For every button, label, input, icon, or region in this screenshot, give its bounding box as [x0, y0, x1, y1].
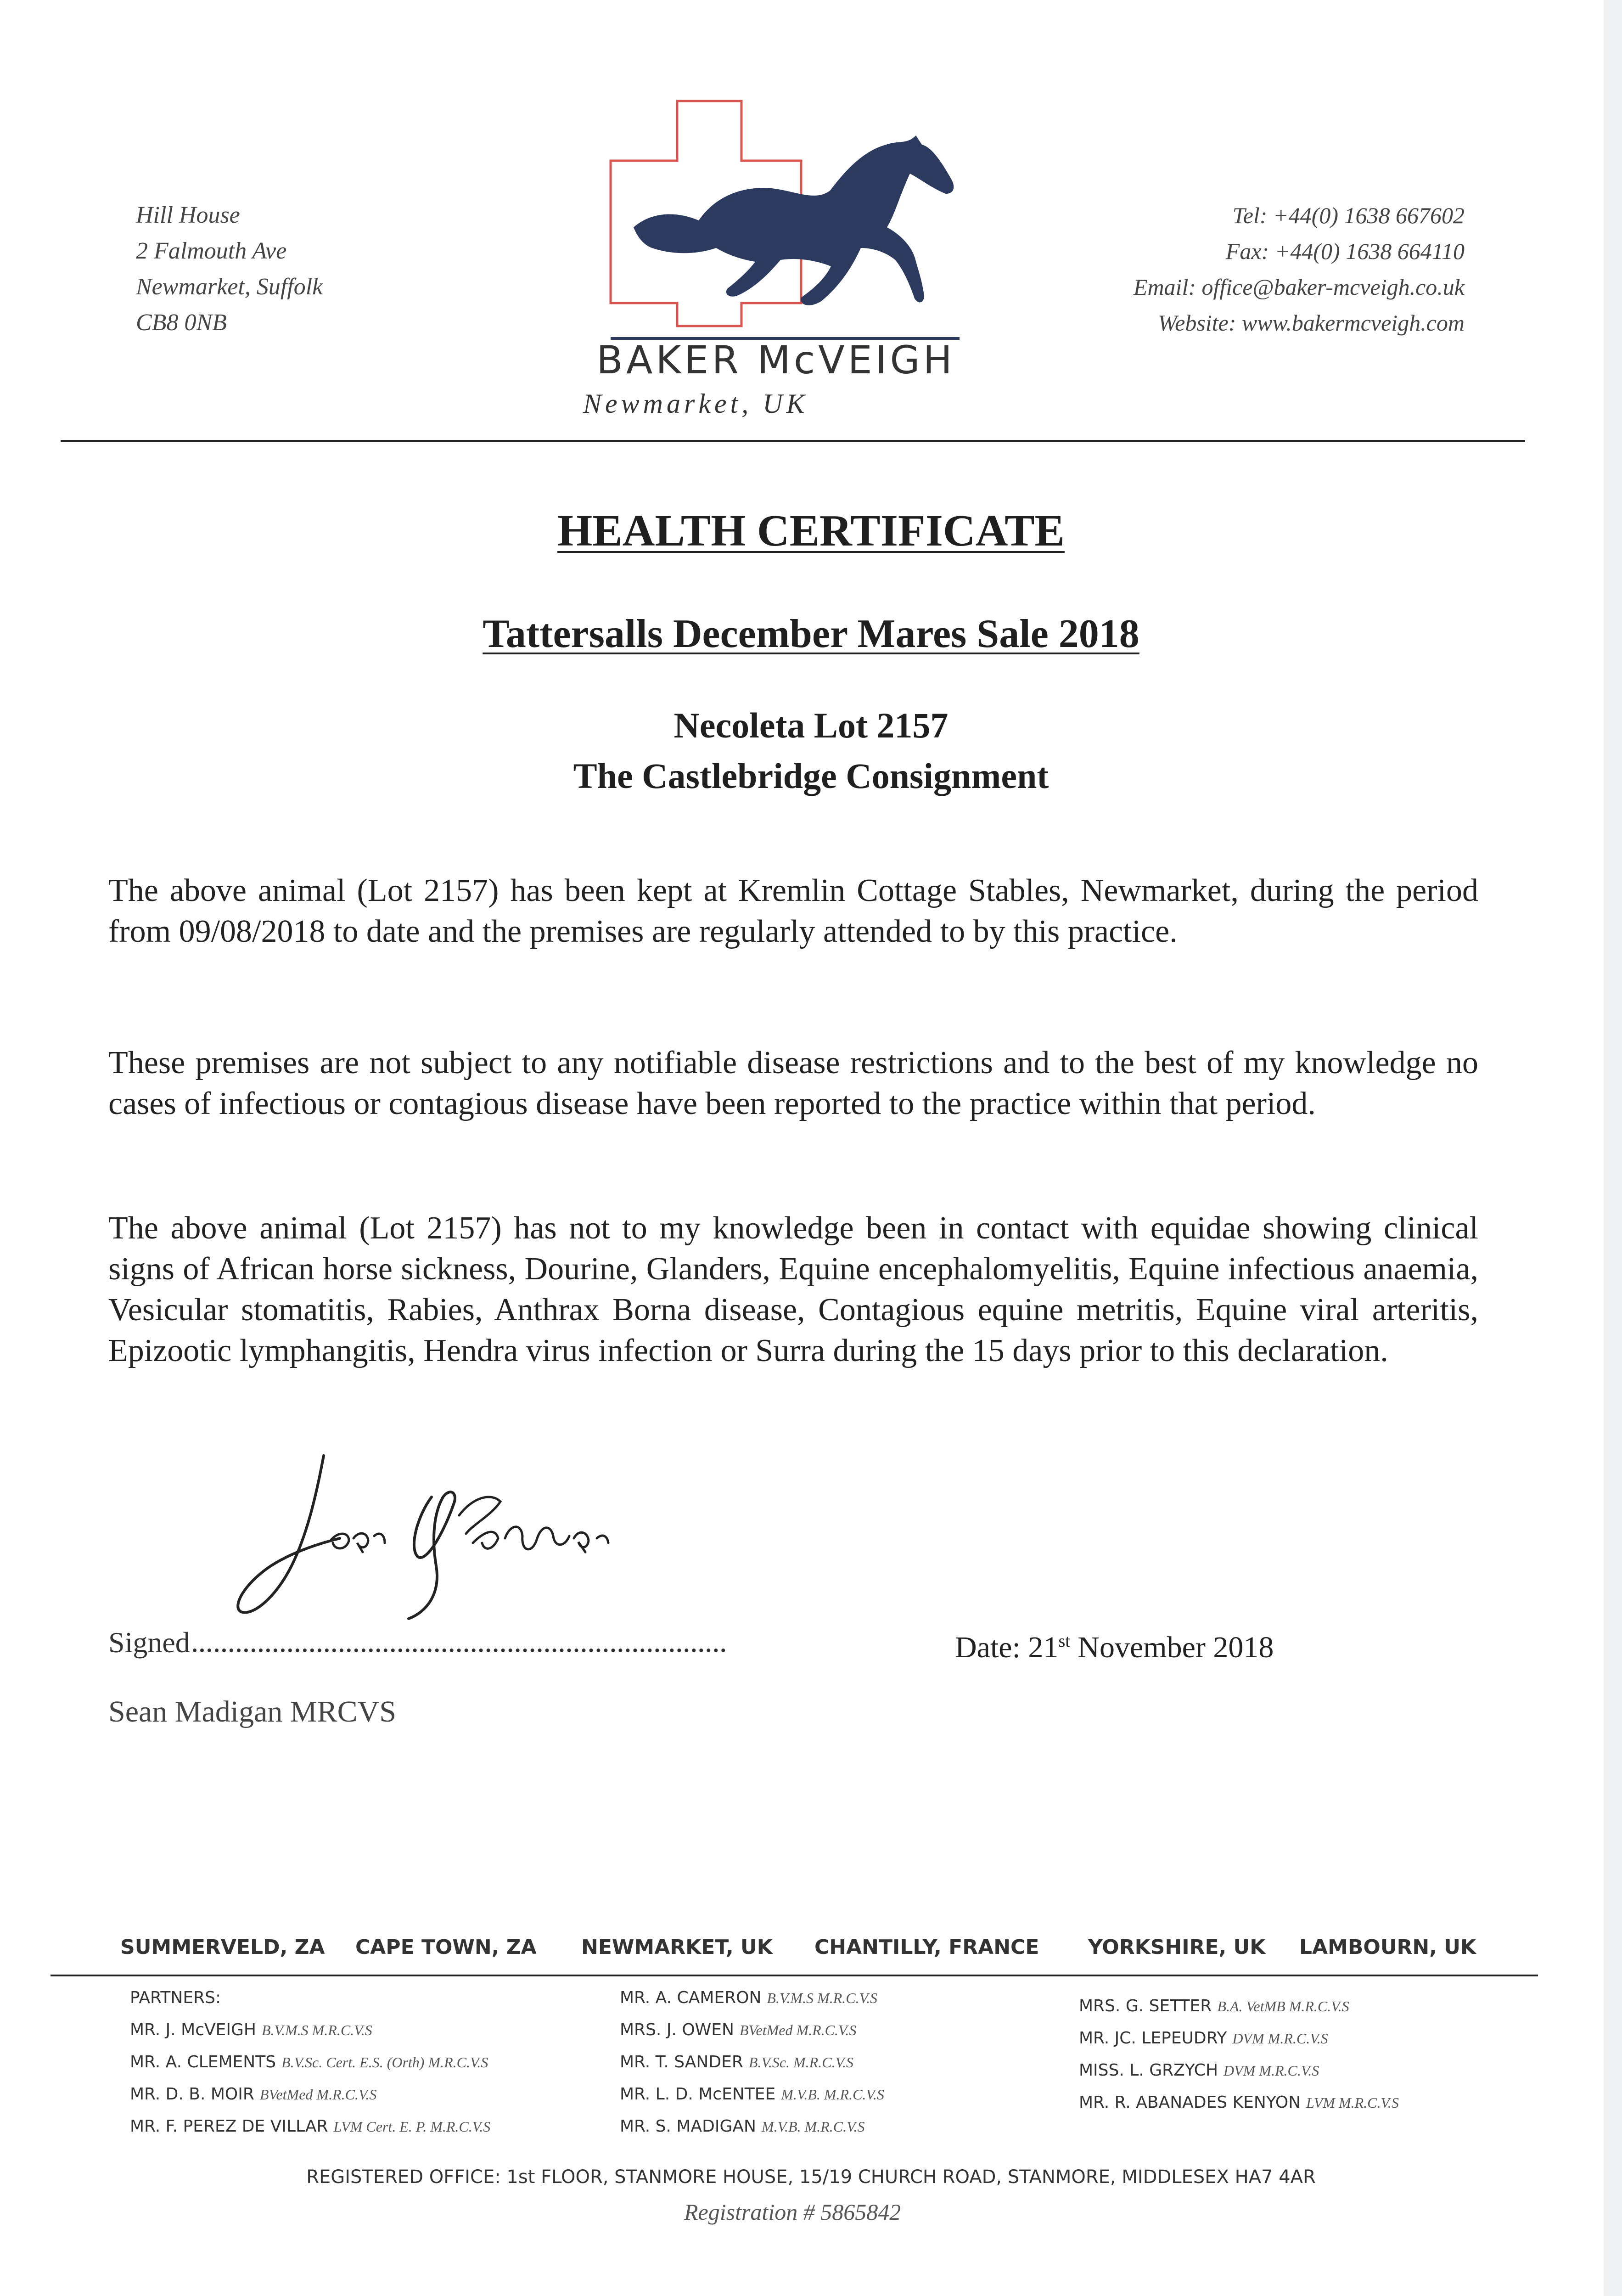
paragraph-contact: The above animal (Lot 2157) has not to my knowledge been in contact with equidae showing clinical signs of African horse sickness, Dourine, Glanders, Equine encephalomyelitis, Equine infectious anaemia, Vesicular stomatitis, Rabies, Anthrax Borna disease, Contagious equine metritis, Equine viral arteritis, Epizootic lymphangitis, Hendra virus infection or Surra during the 15 days prior to this declaration.	[108, 1210, 1478, 1368]
partner-entry	[130, 2020, 490, 2053]
registration-number: Registration # 5865842	[684, 2199, 901, 2225]
partner-name: MR. F. PEREZ DE VILLAR	[130, 2117, 328, 2136]
address-line: CB8 0NB	[136, 310, 227, 336]
paragraph-premises: The above animal (Lot 2157) has been kept at Kremlin Cottage Stables, Newmarket, during the period from 09/08/2018 to date and the premises are regularly attended to by this practice.	[108, 873, 1478, 949]
partner-name: MR. T. SANDER	[620, 2053, 743, 2071]
partner-name: MR. D. B. MOIR	[130, 2085, 254, 2104]
partner-qualification: M.V.B. M.R.C.V.S	[761, 2118, 865, 2135]
partner-name: MR. JC. LEPEUDRY	[1079, 2029, 1227, 2048]
address-line: Newmarket, Suffolk	[136, 274, 323, 300]
partner-name: MRS. G. SETTER	[1079, 1997, 1212, 2015]
partner-name: MISS. L. GRZYCH	[1079, 2061, 1218, 2080]
location-item: CHANTILLY, FRANCE	[814, 1936, 1039, 1959]
contact-website: Website: www.bakermcveigh.com	[1158, 310, 1465, 336]
partner-entry	[1079, 2061, 1399, 2093]
header-divider	[61, 440, 1525, 442]
signature-dotted-line	[193, 1649, 725, 1652]
location-item: NEWMARKET, UK	[581, 1936, 773, 1959]
partner-name: MR. S. MADIGAN	[620, 2117, 756, 2136]
location-item: CAPE TOWN, ZA	[355, 1936, 537, 1959]
partner-qualification: LVM Cert. E. P. M.R.C.V.S	[333, 2118, 491, 2135]
partner-qualification: B.V.M.S M.R.C.V.S	[262, 2022, 372, 2038]
paragraph-restrictions: These premises are not subject to any notifiable disease restrictions and to the best of my knowledge no cases of infectious or contagious disease have been reported to the practice within that period.	[108, 1045, 1478, 1121]
address-block	[136, 197, 457, 341]
partners-column-3	[1079, 1997, 1399, 2125]
partner-name: MR. A. CAMERON	[620, 1988, 762, 2007]
document-title: HEALTH CERTIFICATE	[557, 506, 1065, 556]
partner-name: MR. R. ABANADES KENYON	[1079, 2093, 1301, 2112]
partner-qualification: LVM M.R.C.V.S	[1306, 2094, 1399, 2111]
partner-entry	[620, 2085, 884, 2117]
office-locations	[120, 1936, 1475, 1968]
date-ordinal: st	[1058, 1632, 1070, 1651]
address-line: Hill House	[136, 202, 240, 228]
partner-entry	[620, 2117, 884, 2149]
partner-qualification: B.V.Sc. Cert. E.S. (Orth) M.R.C.V.S	[281, 2054, 488, 2071]
partner-entry	[130, 2085, 490, 2117]
cross-horse-logo-icon	[578, 96, 992, 354]
partner-name: MR. A. CLEMENTS	[130, 2053, 276, 2071]
date-prefix: Date: 21	[955, 1631, 1059, 1664]
brand-name: BAKER McVEIGH	[596, 338, 955, 383]
date-rest: November 2018	[1070, 1631, 1274, 1664]
partner-entry	[620, 2020, 884, 2053]
handwritten-signature	[216, 1446, 666, 1630]
partner-entry	[130, 2117, 490, 2149]
lot-title: Necoleta Lot 2157	[673, 705, 949, 745]
partners-heading: PARTNERS:	[130, 1988, 221, 2007]
registered-office: REGISTERED OFFICE: 1st FLOOR, STANMORE HOUSE, 15/19 CHURCH ROAD, STANMORE, MIDDLESEX HA7 4AR	[306, 2167, 1316, 2188]
signature-line	[108, 1626, 725, 1660]
partner-qualification: BVetMed M.R.C.V.S	[739, 2022, 857, 2038]
partner-entry	[1079, 2029, 1399, 2061]
contact-fax: Fax: +44(0) 1638 664110	[1225, 238, 1465, 264]
partner-entry	[130, 2053, 490, 2085]
partner-entry	[1079, 1997, 1399, 2029]
partner-qualification: B.A. VetMB M.R.C.V.S	[1217, 1998, 1349, 2015]
contact-block	[1010, 197, 1465, 341]
partners-column-1	[130, 1988, 490, 2149]
partner-name: MR. L. D. McENTEE	[620, 2085, 776, 2104]
partner-name: MRS. J. OWEN	[620, 2020, 734, 2039]
partner-entry	[620, 2053, 884, 2085]
sale-title: Tattersalls December Mares Sale 2018	[483, 612, 1139, 656]
footer-divider	[51, 1975, 1538, 1976]
partners-column-2	[620, 1988, 884, 2149]
signer-name: Sean Madigan MRCVS	[108, 1695, 396, 1728]
location-item: YORKSHIRE, UK	[1088, 1936, 1266, 1959]
partner-qualification: DVM M.R.C.V.S	[1232, 2030, 1328, 2047]
brand-location: Newmarket, UK	[583, 388, 808, 419]
contact-phone: Tel: +44(0) 1638 667602	[1232, 203, 1465, 228]
partner-qualification: B.V.M.S M.R.C.V.S	[767, 1990, 878, 2006]
partner-entry	[620, 1988, 884, 2020]
location-item: SUMMERVELD, ZA	[120, 1936, 325, 1959]
partner-qualification: DVM M.R.C.V.S	[1224, 2062, 1319, 2079]
partner-entry	[1079, 2093, 1399, 2125]
signed-label: Signed	[108, 1626, 190, 1659]
partner-name: MR. J. McVEIGH	[130, 2020, 256, 2039]
partner-qualification: M.V.B. M.R.C.V.S	[781, 2086, 884, 2103]
certificate-date	[955, 1630, 1274, 1665]
location-item: LAMBOURN, UK	[1299, 1936, 1476, 1959]
address-line: 2 Falmouth Ave	[136, 238, 287, 264]
partner-qualification: B.V.Sc. M.R.C.V.S	[748, 2054, 853, 2071]
consignment-title: The Castlebridge Consignment	[573, 756, 1049, 796]
partner-qualification: BVetMed M.R.C.V.S	[259, 2086, 377, 2103]
contact-email: Email: office@baker-mcveigh.co.uk	[1133, 274, 1465, 300]
